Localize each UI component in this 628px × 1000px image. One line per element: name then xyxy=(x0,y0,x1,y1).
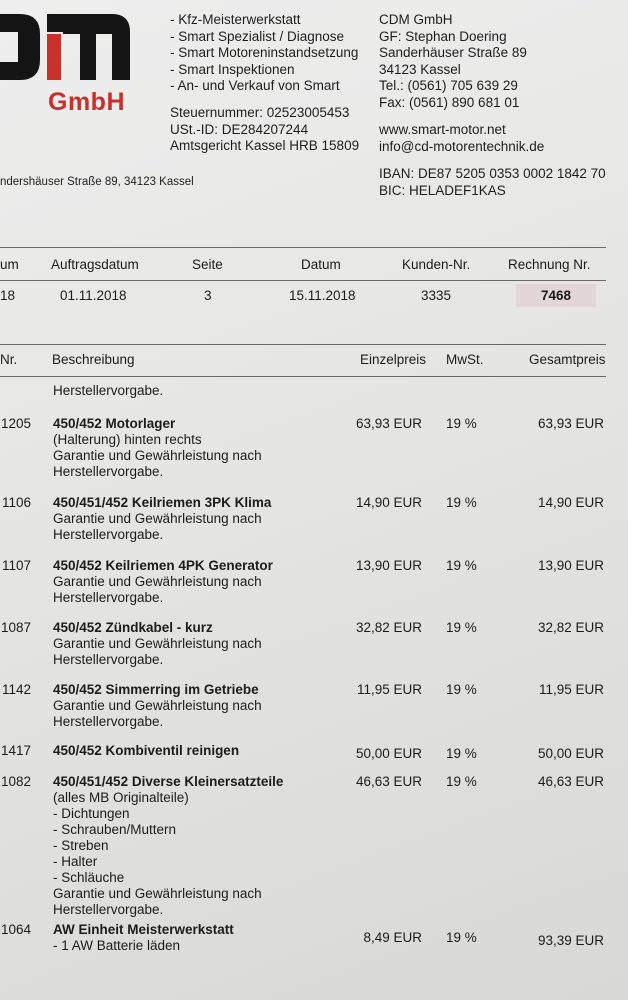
item-line: Herstellervorgabe. xyxy=(53,652,164,667)
item-unit-price: 32,82 EUR xyxy=(355,620,422,635)
sender-address-line: ndershäuser Straße 89, 34123 Kassel xyxy=(0,176,194,188)
item-description xyxy=(53,495,271,543)
item-title: 450/452 Keilriemen 4PK Generator xyxy=(53,558,273,573)
company-address xyxy=(379,12,527,111)
meta-header-rechnung-nr: Rechnung Nr. xyxy=(508,257,591,272)
phone: Tel.: (0561) 705 639 29 xyxy=(379,78,518,93)
divider xyxy=(0,376,606,377)
item-vat: 19 % xyxy=(446,558,477,573)
item-line: Garantie und Gewährleistung nach xyxy=(53,574,262,589)
vat-id: USt.-ID: DE284207244 xyxy=(170,121,309,137)
item-nr: 1107 xyxy=(1,558,31,573)
item-line: Garantie und Gewährleistung nach xyxy=(53,448,262,463)
item-unit-price: 46,63 EUR xyxy=(355,774,422,789)
meta-value-auftragsdatum: 01.11.2018 xyxy=(60,288,127,303)
company-name: CDM GmbH xyxy=(379,12,453,27)
item-vat: 19 % xyxy=(446,774,477,789)
col-header-beschreibung: Beschreibung xyxy=(52,352,135,367)
item-total: 14,90 EUR xyxy=(537,495,604,510)
item-unit-price: 14,90 EUR xyxy=(355,495,422,510)
iban: IBAN: DE87 5205 0353 0002 1842 70 xyxy=(379,166,606,181)
tax-info xyxy=(170,105,359,155)
item-vat: 19 % xyxy=(446,682,477,697)
item-nr: 1205 xyxy=(0,416,31,431)
item-description xyxy=(53,682,262,730)
item-line: - Streben xyxy=(53,838,109,853)
item-line: Garantie und Gewährleistung nach xyxy=(53,511,262,526)
item-vat: 19 % xyxy=(446,495,477,510)
item-total: 32,82 EUR xyxy=(537,620,604,635)
item-total: 93,39 EUR xyxy=(537,933,604,948)
col-header-gesamtpreis: Gesamtpreis xyxy=(529,352,606,367)
item-title: 450/451/452 Keilriemen 3PK Klima xyxy=(53,495,272,510)
item-line: (Halterung) hinten rechts xyxy=(53,432,202,447)
city: 34123 Kassel xyxy=(379,61,461,77)
web-contact xyxy=(379,122,544,155)
item-vat: 19 % xyxy=(446,620,477,635)
item-vat: 19 % xyxy=(446,930,477,945)
service-item: - An- und Verkauf von Smart xyxy=(170,78,340,93)
item-line: Herstellervorgabe. xyxy=(53,527,164,542)
email-link[interactable]: info@cd-motorentechnik.de xyxy=(379,138,545,154)
invoice-number: 7468 xyxy=(516,284,596,307)
meta-header-seite: Seite xyxy=(192,257,223,272)
dm-logo-icon xyxy=(0,12,135,82)
item-description xyxy=(53,416,262,480)
item-total: 11,95 EUR xyxy=(538,682,604,697)
item-line: - Schrauben/Muttern xyxy=(53,822,177,837)
item-nr: 1087 xyxy=(0,620,31,635)
managing-director: GF: Stephan Doering xyxy=(379,28,507,44)
service-item: - Smart Inspektionen xyxy=(170,61,295,77)
divider xyxy=(0,247,606,248)
item-line: (alles MB Originalteile) xyxy=(53,790,189,805)
item-title: 450/452 Motorlager xyxy=(53,416,176,431)
meta-value-col0: 18 xyxy=(0,288,16,303)
item-unit-price: 8,49 EUR xyxy=(363,930,422,945)
item-total: 13,90 EUR xyxy=(537,558,604,573)
court-registry: Amtsgericht Kassel HRB 15809 xyxy=(170,138,360,153)
service-item: - Kfz-Meisterwerkstatt xyxy=(170,12,301,27)
bank-details xyxy=(379,166,606,199)
item-unit-price: 13,90 EUR xyxy=(355,558,422,573)
fax: Fax: (0561) 890 681 01 xyxy=(379,94,520,110)
item-line: Garantie und Gewährleistung nach xyxy=(53,698,262,713)
divider xyxy=(0,344,606,345)
bic: BIC: HELADEF1KAS xyxy=(379,182,506,198)
col-header-einzelpreis: Einzelpreis xyxy=(360,352,427,367)
tax-number: Steuernummer: 02523005453 xyxy=(170,105,350,120)
services-list xyxy=(170,12,358,95)
item-vat: 19 % xyxy=(446,416,477,431)
meta-header-auftragsdatum: Auftragsdatum xyxy=(51,257,139,272)
item-vat: 19 % xyxy=(446,746,477,761)
meta-header-kunden-nr: Kunden-Nr. xyxy=(402,257,471,272)
item-line: - 1 AW Batterie läden xyxy=(53,938,181,953)
item-line: Garantie und Gewährleistung nach xyxy=(53,636,262,651)
meta-header-datum: Datum xyxy=(301,257,341,272)
meta-header-col0: um xyxy=(0,257,19,272)
item-title: AW Einheit Meisterwerkstatt xyxy=(53,922,234,937)
divider xyxy=(0,280,606,281)
website-link[interactable]: www.smart-motor.net xyxy=(379,122,506,137)
item-unit-price: 50,00 EUR xyxy=(355,746,422,761)
item-title: 450/452 Simmerring im Getriebe xyxy=(53,682,259,697)
item-unit-price: 63,93 EUR xyxy=(355,416,422,431)
item-title: 450/452 Zündkabel - kurz xyxy=(53,620,213,635)
meta-value-kunden-nr: 3335 xyxy=(421,288,452,303)
item-total: 63,93 EUR xyxy=(537,416,604,431)
item-line: Herstellervorgabe. xyxy=(53,464,164,479)
item-nr: 1106 xyxy=(1,495,31,510)
item-line: Garantie und Gewährleistung nach xyxy=(53,886,262,901)
item-nr: 1082 xyxy=(0,774,31,789)
item-title: 450/452 Kombiventil reinigen xyxy=(53,743,240,758)
item-line: - Halter xyxy=(53,854,98,869)
item-line: Herstellervorgabe. xyxy=(53,714,164,729)
item-description xyxy=(53,620,262,668)
item-unit-price: 11,95 EUR xyxy=(356,682,422,697)
street: Sanderhäuser Straße 89 xyxy=(379,45,527,60)
logo-gmbh-text: GmbH xyxy=(48,88,125,116)
item-description xyxy=(53,922,234,954)
item-total: 46,63 EUR xyxy=(537,774,604,789)
col-header-mwst: MwSt. xyxy=(446,352,484,367)
item-nr: 1064 xyxy=(0,922,31,937)
service-item: - Smart Spezialist / Diagnose xyxy=(170,28,345,44)
item-line: Herstellervorgabe. xyxy=(53,902,164,917)
item-line: - Schläuche xyxy=(53,870,125,885)
item-nr: 1417 xyxy=(0,743,31,758)
item-line: - Dichtungen xyxy=(53,806,130,821)
item-description xyxy=(53,558,273,606)
company-logo xyxy=(0,12,135,116)
item-total: 50,00 EUR xyxy=(537,746,604,761)
item-description xyxy=(53,743,239,759)
item-description xyxy=(53,774,283,918)
meta-value-datum: 15.11.2018 xyxy=(289,288,356,303)
item-line: Herstellervorgabe. xyxy=(53,590,164,605)
item-title: 450/451/452 Diverse Kleinersatzteile xyxy=(53,774,284,789)
col-header-nr: Nr. xyxy=(0,352,18,367)
service-item: - Smart Motoreninstandsetzung xyxy=(170,45,359,60)
meta-value-seite: 3 xyxy=(204,288,212,303)
item-nr: 1142 xyxy=(1,682,31,697)
